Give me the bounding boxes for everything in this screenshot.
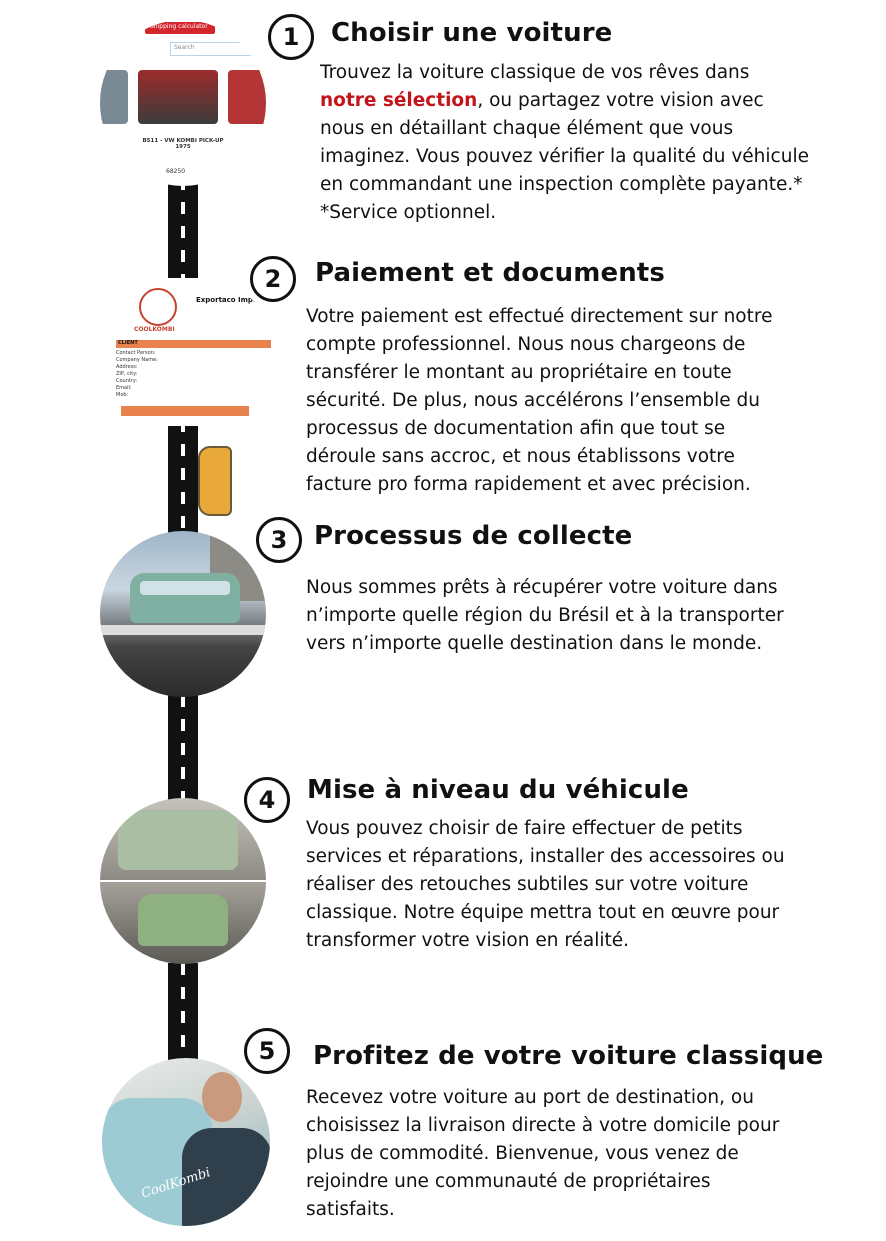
doc-field: Email: <box>116 385 132 391</box>
step-2-badge: 2 <box>250 256 296 302</box>
road-segment-4 <box>168 963 198 1063</box>
doc-field: Company Name: <box>116 357 158 363</box>
road-segment-3 <box>168 695 198 805</box>
doc-section-label: CLIENT <box>118 340 138 346</box>
step-2-text: Votre paiement est effectué directement sur notre compte professionnel. Nous nous chargeons de transférer le montant au propriétaire en toute sécurité. De plus, nous accélérons l’ensemble du processus de documentation afin que tout se déroule sans accroc, et nous établissons votre facture pro forma rapidement et avec précision. <box>306 306 773 495</box>
selection-link[interactable]: notre sélection <box>320 90 478 111</box>
doc-field: Mob: <box>116 392 129 398</box>
step-3-text: Nous sommes prêts à récupérer votre voiture dans n’importe quelle région du Brésil et à la transporter vers n’importe quelle destination dans le monde. <box>306 577 784 654</box>
tow-truck-image <box>100 531 266 697</box>
van-side-icon <box>198 446 232 516</box>
car-price: 68250 <box>166 168 186 175</box>
step-1-title: Choisir une voiture <box>331 18 613 48</box>
step-3-badge: 3 <box>256 517 302 563</box>
invoice-document-image <box>106 278 271 426</box>
green-van-1 <box>118 810 238 870</box>
kombi-on-truck <box>130 573 240 623</box>
car-thumb-center <box>138 70 218 124</box>
doc-footer-bar <box>121 406 249 416</box>
step-4-title: Mise à niveau du véhicule <box>307 775 689 805</box>
bus-brand-text: CoolKombi <box>139 1165 213 1202</box>
step-1-text-before: Trouvez la voiture classique de vos rêves dans <box>320 62 750 83</box>
step-5-title: Profitez de votre voiture classique <box>313 1041 824 1071</box>
doc-client-header <box>116 340 271 348</box>
road-segment-2 <box>168 420 198 535</box>
car-thumb-right <box>228 70 266 124</box>
step-5-text: Recevez votre voiture au port de destination, ou choisissez la livraison directe à votre domicile pour plus de commodité. Bienvenue, vous venez de rejoindre une communauté de propriétaires satisfaits. <box>306 1087 780 1220</box>
vehicle-upgrade-image <box>100 798 266 964</box>
man-head <box>202 1072 242 1122</box>
road-segment-1 <box>168 178 198 278</box>
shipping-calculator-label: Shipping calculator <box>150 23 208 30</box>
car-thumb-left <box>100 70 128 124</box>
step-4-text: Vous pouvez choisir de faire effectuer de petits services et réparations, installer des accessoires ou réaliser des retouches subtiles sur votre voiture classique. Notre équipe mettra tout en œuvre pour transformer votre vision en réalité. <box>306 818 785 951</box>
doc-field: Country: <box>116 378 138 384</box>
step-1-note: *Service optionnel. <box>320 202 497 223</box>
search-placeholder: Search <box>174 44 195 51</box>
step-3-title: Processus de collecte <box>314 521 633 551</box>
happy-owner-image <box>102 1058 270 1226</box>
doc-company: Exportaco Imp. <box>196 296 256 304</box>
website-screenshot-image <box>100 20 266 186</box>
car-name: B511 - VW KOMBI PICK-UP 1975 <box>142 138 224 150</box>
doc-fields <box>116 350 158 399</box>
doc-brand: COOLKOMBI <box>134 326 175 333</box>
doc-field: Address: <box>116 364 138 370</box>
step-1-text <box>320 59 810 227</box>
doc-field: Contact Person: <box>116 350 156 356</box>
doc-field: ZIP, city: <box>116 371 138 377</box>
truck-bed <box>100 625 266 635</box>
step-5-badge: 5 <box>244 1028 290 1074</box>
step-2-title: Paiement et documents <box>315 258 665 288</box>
step-1-text-after: , ou partagez votre vision avec nous en détaillant chaque élément que vous imaginez. Vous pouvez vérifier la qualité du véhicule en commandant une inspection complète payante.* <box>320 90 809 195</box>
green-van-2 <box>138 894 228 946</box>
step-1-badge: 1 <box>268 14 314 60</box>
step-4-badge: 4 <box>244 777 290 823</box>
coolkombi-logo <box>139 288 177 326</box>
